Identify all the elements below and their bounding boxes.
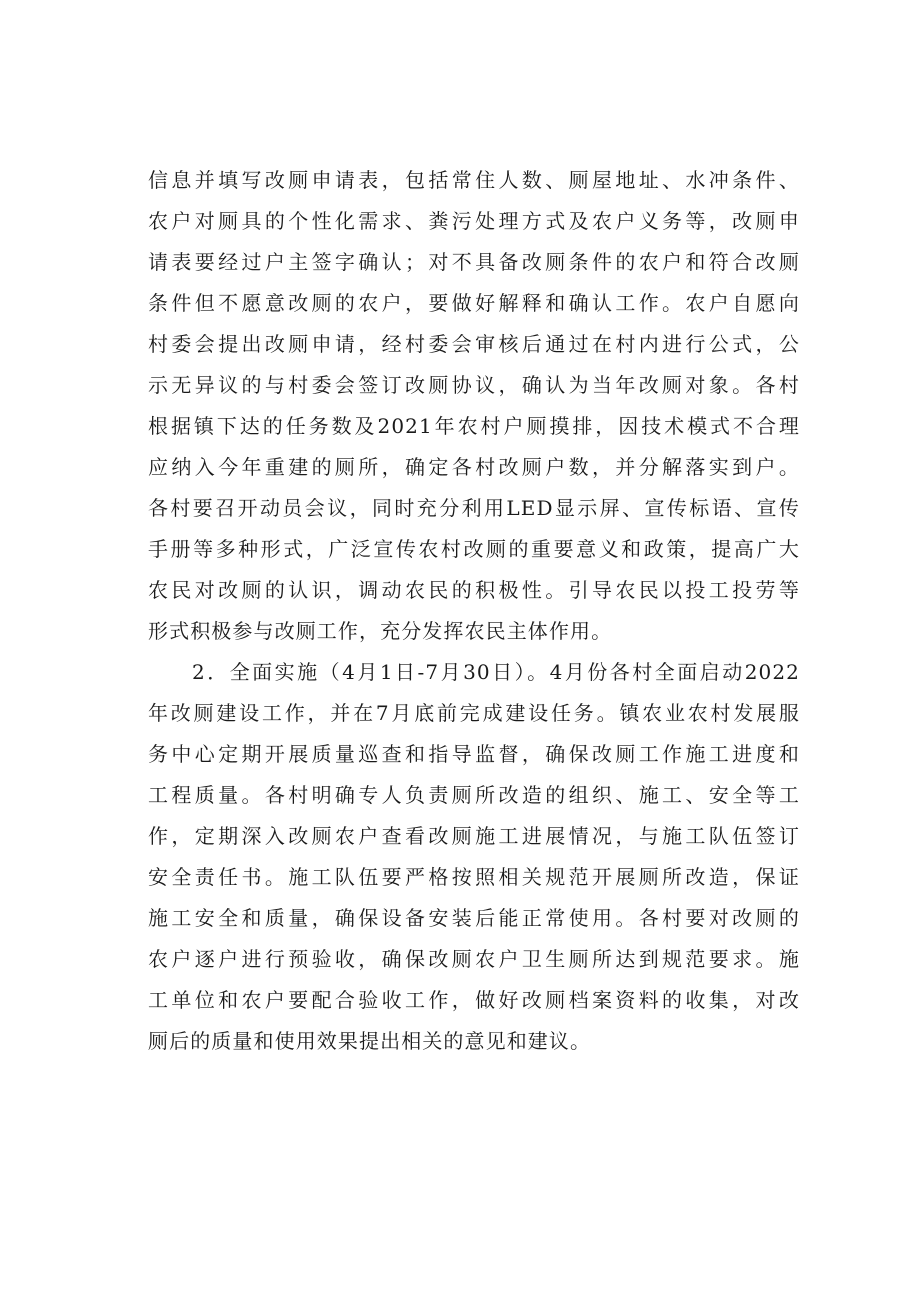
paragraph-preparation bbox=[148, 160, 800, 652]
section-heading-line: 2．全面实施（4月1日-7月30日）。4月份各村全面启动2022 bbox=[192, 660, 800, 684]
text-line: 村委会提出改厕申请，经村委会审核后通过在村内进行公式，公 bbox=[148, 332, 800, 356]
text-line: 请表要经过户主签字确认；对不具备改厕条件的农户和符合改厕 bbox=[148, 250, 800, 274]
text-line: 农民对改厕的认识，调动农民的积极性。引导农民以投工投劳等 bbox=[148, 578, 800, 602]
body-text bbox=[148, 160, 800, 1062]
text-line: 条件但不愿意改厕的农户，要做好解释和确认工作。农户自愿向 bbox=[148, 291, 800, 315]
text-line: 手册等多种形式，广泛宣传农村改厕的重要意义和政策，提高广大 bbox=[148, 537, 800, 561]
text-line: 年改厕建设工作，并在7月底前完成建设任务。镇农业农村发展服 bbox=[148, 701, 800, 725]
text-line: 农户对厕具的个性化需求、粪污处理方式及农户义务等，改厕申 bbox=[148, 209, 800, 233]
text-line: 务中心定期开展质量巡查和指导监督，确保改厕工作施工进度和 bbox=[148, 742, 800, 766]
paragraph-implementation bbox=[148, 652, 800, 1062]
text-line: 农户逐户进行预验收，确保改厕农户卫生厕所达到规范要求。施 bbox=[148, 947, 800, 971]
text-line: 厕后的质量和使用效果提出相关的意见和建议。 bbox=[148, 1029, 592, 1053]
text-line: 工单位和农户要配合验收工作，做好改厕档案资料的收集，对改 bbox=[148, 988, 800, 1012]
text-line: 示无异议的与村委会签订改厕协议，确认为当年改厕对象。各村 bbox=[148, 373, 800, 397]
text-line: 应纳入今年重建的厕所，确定各村改厕户数，并分解落实到户。 bbox=[148, 455, 800, 479]
text-line: 工程质量。各村明确专人负责厕所改造的组织、施工、安全等工 bbox=[148, 783, 800, 807]
text-line: 信息并填写改厕申请表，包括常住人数、厕屋地址、水冲条件、 bbox=[148, 168, 800, 192]
text-line: 安全责任书。施工队伍要严格按照相关规范开展厕所改造，保证 bbox=[148, 865, 800, 889]
text-line: 形式积极参与改厕工作，充分发挥农民主体作用。 bbox=[148, 619, 613, 643]
text-line: 作，定期深入改厕农户查看改厕施工进展情况，与施工队伍签订 bbox=[148, 824, 800, 848]
text-line: 根据镇下达的任务数及2021年农村户厕摸排，因技术模式不合理 bbox=[148, 414, 800, 438]
text-line: 施工安全和质量，确保设备安装后能正常使用。各村要对改厕的 bbox=[148, 906, 800, 930]
text-line: 各村要召开动员会议，同时充分利用LED显示屏、宣传标语、宣传 bbox=[148, 496, 800, 520]
